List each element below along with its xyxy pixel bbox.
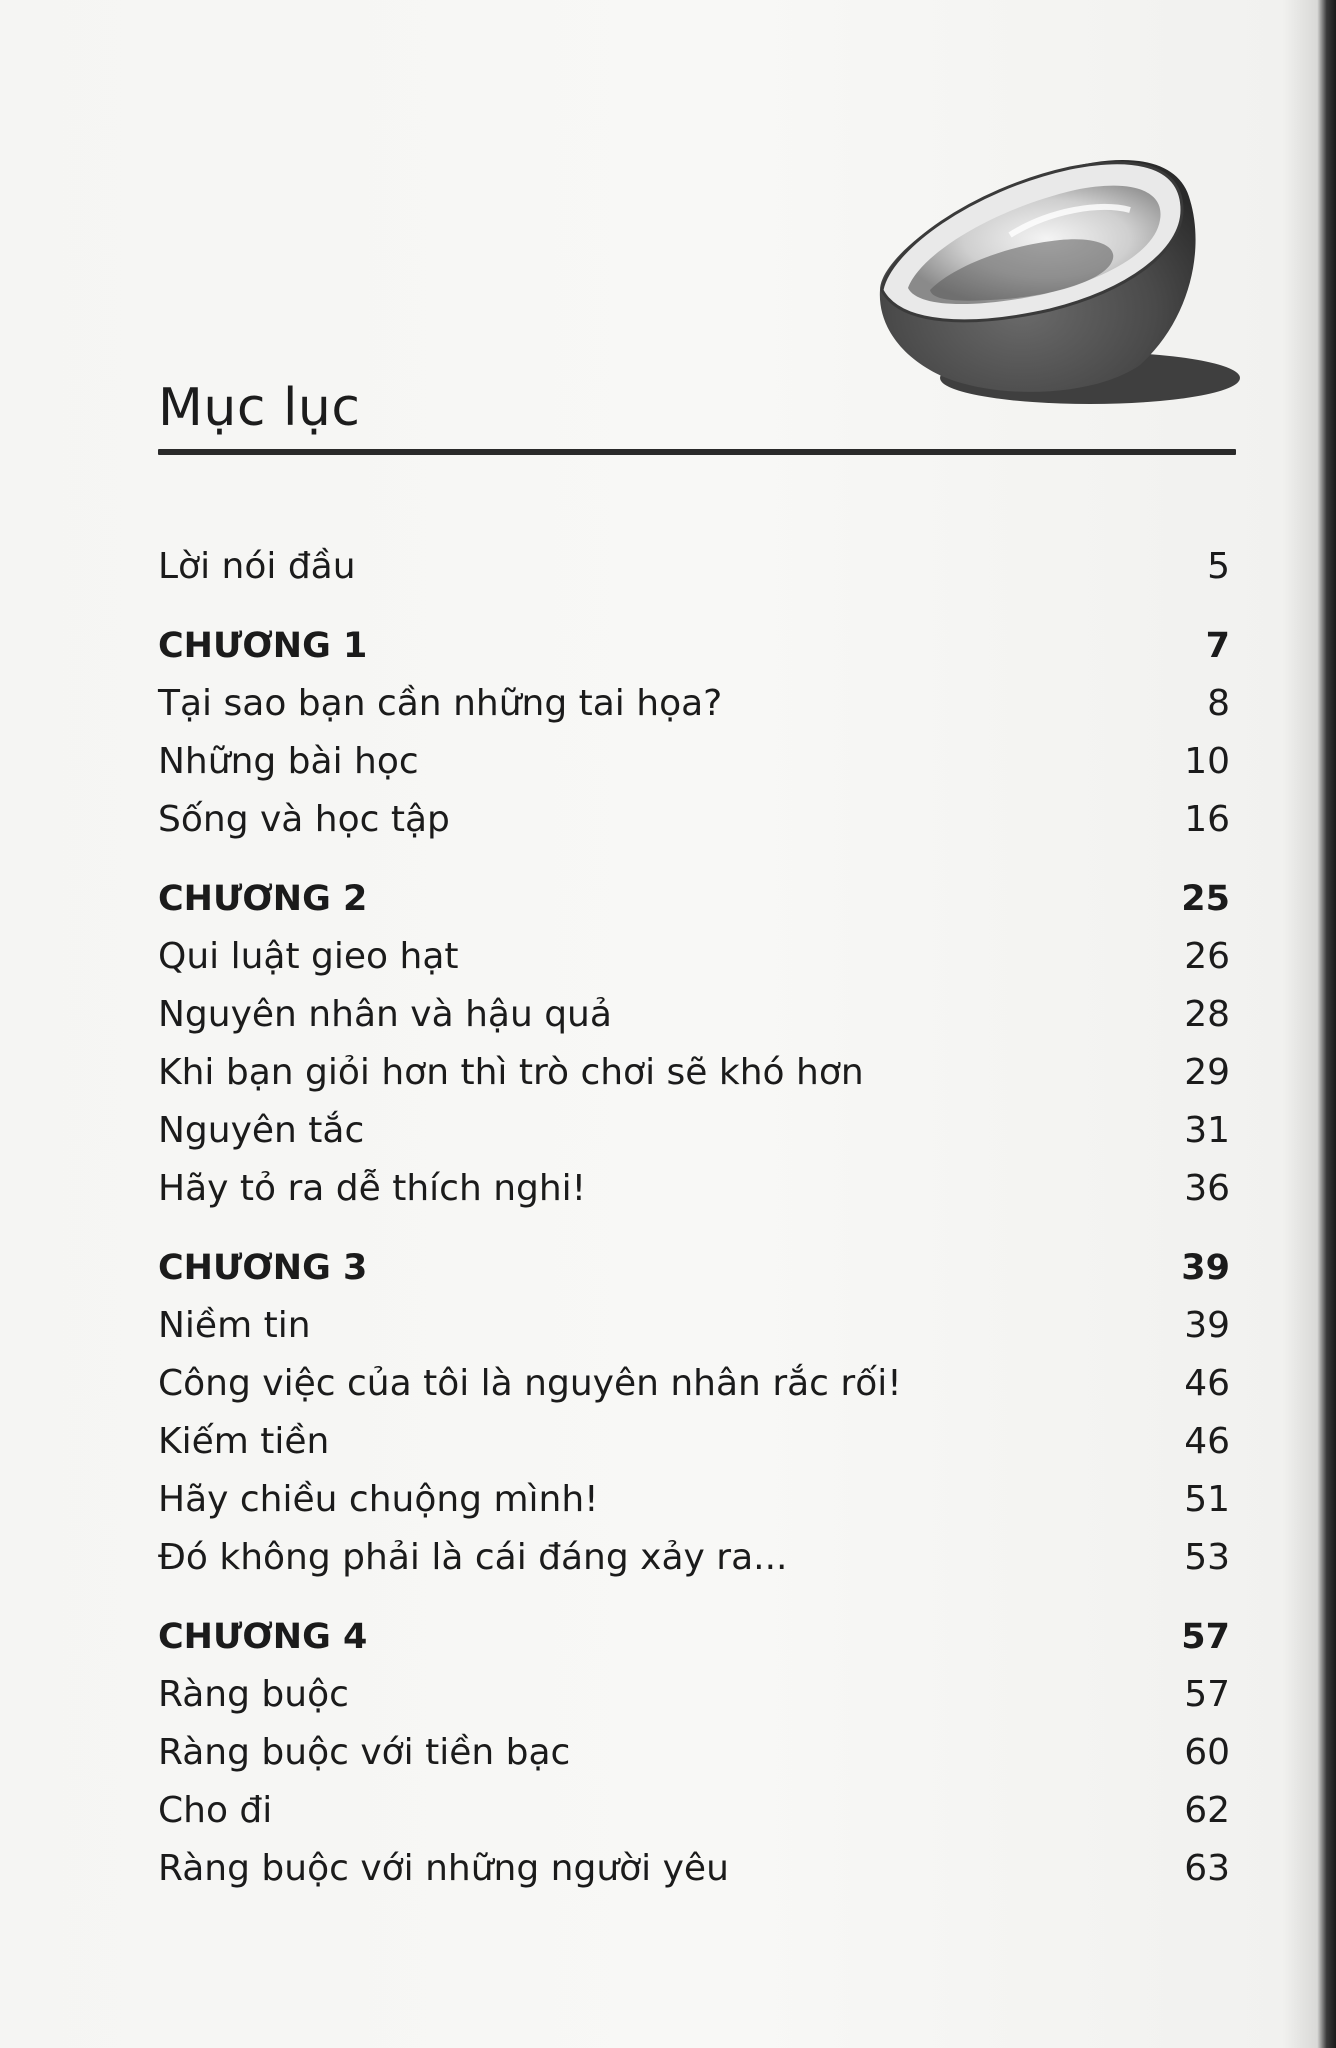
section-title: Cho đi xyxy=(158,1790,273,1831)
page-number: 31 xyxy=(1184,1110,1230,1151)
toc-entry-row xyxy=(158,1529,1236,1587)
section-title: Tại sao bạn cần những tai họa? xyxy=(158,683,723,724)
section-title: Hãy tỏ ra dễ thích nghi! xyxy=(158,1168,587,1209)
toc-entry-row xyxy=(158,1160,1236,1218)
toc-entry-row xyxy=(158,791,1236,849)
page-number: 53 xyxy=(1184,1537,1230,1578)
chapter-heading: CHƯƠNG 1 xyxy=(158,626,368,666)
toc-entry-row xyxy=(158,1840,1236,1898)
page-number: 46 xyxy=(1184,1363,1230,1404)
page-number: 57 xyxy=(1181,1617,1230,1657)
section-title: Khi bạn giỏi hơn thì trò chơi sẽ khó hơn xyxy=(158,1052,864,1093)
page-number: 29 xyxy=(1184,1052,1230,1093)
page-number: 8 xyxy=(1207,683,1230,724)
page-number: 10 xyxy=(1184,741,1230,782)
chapter-heading: CHƯƠNG 4 xyxy=(158,1617,368,1657)
page-number: 28 xyxy=(1184,994,1230,1035)
toc-entry-row xyxy=(158,928,1236,986)
page-number: 36 xyxy=(1184,1168,1230,1209)
toc-entry-row xyxy=(158,538,1236,596)
section-title: Sống và học tập xyxy=(158,799,450,840)
toc-entry-row xyxy=(158,1724,1236,1782)
page-number: 57 xyxy=(1184,1674,1230,1715)
toc-chapter-row xyxy=(158,870,1236,928)
section-title: Ràng buộc với tiền bạc xyxy=(158,1732,571,1773)
page-number: 5 xyxy=(1207,546,1230,587)
chapter-heading: CHƯƠNG 2 xyxy=(158,879,368,919)
table-of-contents xyxy=(158,538,1236,1898)
section-title: Lời nói đầu xyxy=(158,546,356,587)
page-number: 46 xyxy=(1184,1421,1230,1462)
toc-entry-row xyxy=(158,1044,1236,1102)
page-number: 63 xyxy=(1184,1848,1230,1889)
title-divider xyxy=(158,449,1236,455)
section-title: Qui luật gieo hạt xyxy=(158,936,459,977)
section-title: Công việc của tôi là nguyên nhân rắc rối! xyxy=(158,1363,902,1404)
toc-entry-row xyxy=(158,675,1236,733)
page-number: 60 xyxy=(1184,1732,1230,1773)
toc-entry-row xyxy=(158,1102,1236,1160)
section-title: Hãy chiều chuộng mình! xyxy=(158,1479,599,1520)
page-number: 39 xyxy=(1181,1248,1230,1288)
page-number: 62 xyxy=(1184,1790,1230,1831)
page-title: Mục lục xyxy=(158,378,361,438)
chapter-heading: CHƯƠNG 3 xyxy=(158,1248,368,1288)
toc-entry-row xyxy=(158,1471,1236,1529)
page-number: 39 xyxy=(1184,1305,1230,1346)
section-title: Kiếm tiền xyxy=(158,1421,330,1462)
toc-entry-row xyxy=(158,733,1236,791)
toc-entry-row xyxy=(158,1413,1236,1471)
section-title: Ràng buộc với những người yêu xyxy=(158,1848,729,1889)
section-title: Nguyên tắc xyxy=(158,1110,365,1151)
section-title: Đó không phải là cái đáng xảy ra... xyxy=(158,1537,788,1578)
page-number: 26 xyxy=(1184,936,1230,977)
toc-entry-row xyxy=(158,1355,1236,1413)
page-number: 51 xyxy=(1184,1479,1230,1520)
coconut-shell-icon xyxy=(860,140,1240,420)
section-title: Nguyên nhân và hậu quả xyxy=(158,994,612,1035)
toc-entry-row xyxy=(158,1297,1236,1355)
page-number: 16 xyxy=(1184,799,1230,840)
toc-entry-row xyxy=(158,986,1236,1044)
page-number: 7 xyxy=(1205,626,1230,666)
toc-chapter-row xyxy=(158,1608,1236,1666)
section-title: Những bài học xyxy=(158,741,419,782)
page-number: 25 xyxy=(1181,879,1230,919)
toc-chapter-row xyxy=(158,617,1236,675)
toc-chapter-row xyxy=(158,1239,1236,1297)
section-title: Ràng buộc xyxy=(158,1674,349,1715)
toc-entry-row xyxy=(158,1666,1236,1724)
section-title: Niềm tin xyxy=(158,1305,311,1346)
toc-entry-row xyxy=(158,1782,1236,1840)
